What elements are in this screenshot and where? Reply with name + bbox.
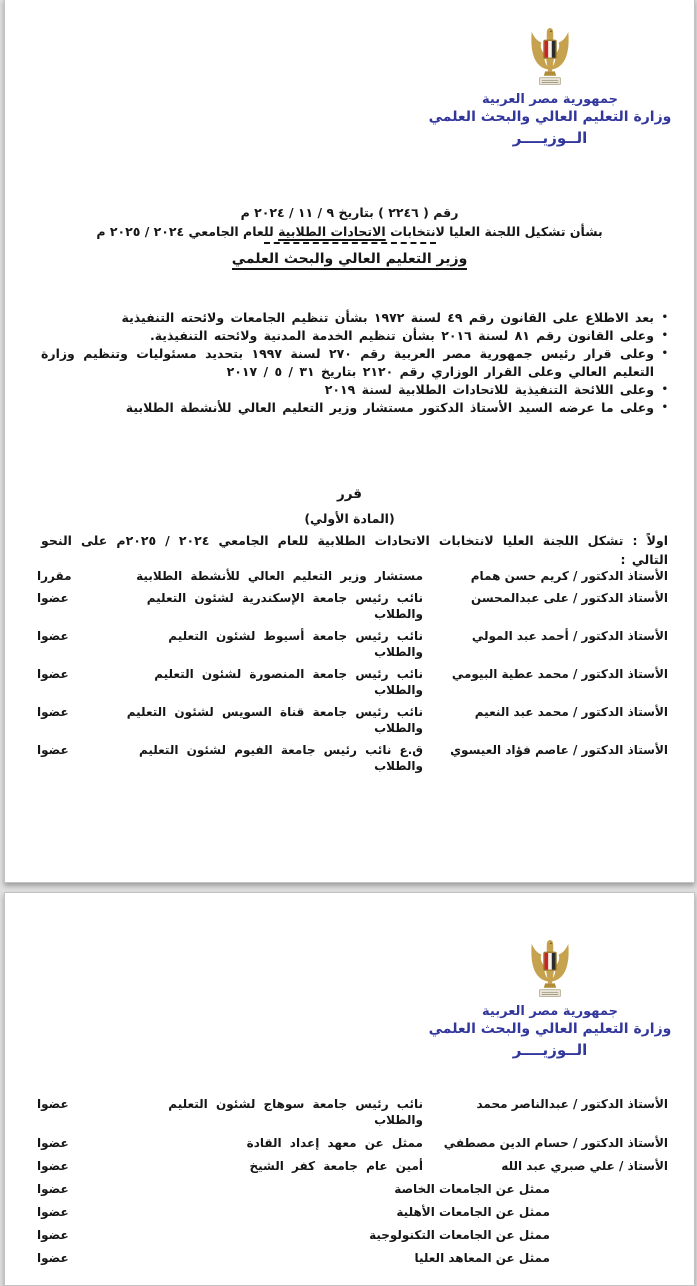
ministry-letterhead xyxy=(422,937,678,1059)
preamble-text: وعلى قرار رئيس جمهورية مصر العربية رقم ٢٧٠ لسنة ١٩٩٧ بتحديد مسئوليات وتنظيم وزارة التعليم العالي وعلى القرار الوزاري رقم ٢١٢٠ بتاريخ ٣١ / ٥ / ٢٠١٧ xyxy=(41,346,654,379)
minister-heading: وزير التعليم العالي والبحث العلمي xyxy=(232,251,468,270)
member-role: عضوا xyxy=(37,629,69,643)
member-name: الأستاذ الدكتور / عبدالناصر محمد xyxy=(476,1097,668,1111)
member-position: أمين عام جامعة كفر الشيخ xyxy=(249,1159,423,1173)
member-position: مستشار وزير التعليم العالي للأنشطة الطلابية xyxy=(136,569,423,583)
member-role: عضوا xyxy=(37,743,69,757)
decree-page-1 xyxy=(4,0,695,883)
member-row xyxy=(37,568,668,584)
preamble-text: وعلى القانون رقم ٨١ لسنة ٢٠١٦ بشأن تنظيم الخدمة المدنية ولائحته التنفيذية. xyxy=(149,328,654,343)
subject-pre: بشأن تشكيل اللجنة العليا لانتخابات xyxy=(385,224,603,239)
member-name: الأستاذ الدكتور / على عبدالمحسن xyxy=(471,591,668,605)
member-position: ممثل عن الجامعات الخاصة xyxy=(394,1182,550,1196)
member-row xyxy=(37,1227,668,1243)
decree-subject-line xyxy=(5,224,694,239)
member-row xyxy=(37,704,668,736)
committee-members-page1 xyxy=(37,568,668,780)
member-position: نائب رئيس جامعة الإسكندرية لشئون التعليم والطلاب xyxy=(146,591,423,621)
bullet-icon: • xyxy=(661,330,668,341)
member-position: ممثل عن الجامعات الأهلية xyxy=(396,1205,550,1219)
member-role: عضوا xyxy=(37,591,69,605)
member-role: عضوا xyxy=(37,1251,69,1265)
first-clause: اولاً : تشكل اللجنة العليا لانتخابات الاتحادات الطلابية للعام الجامعي ٢٠٢٤ / ٢٠٢٥م على النحو التالي : xyxy=(41,533,668,567)
member-row xyxy=(37,742,668,774)
member-position: نائب رئيس جامعة قناة السويس لشئون التعليم والطلاب xyxy=(126,705,423,735)
dashed-separator xyxy=(264,242,436,244)
ministry-name: وزارة التعليم العالي والبحث العلمي xyxy=(428,109,672,125)
ministry-name: وزارة التعليم العالي والبحث العلمي xyxy=(428,1021,672,1037)
preamble-item xyxy=(41,327,668,345)
egypt-eagle-emblem xyxy=(523,937,577,999)
member-position: نائب رئيس جامعة أسيوط لشئون التعليم والطلاب xyxy=(168,629,423,659)
bullet-icon: • xyxy=(661,348,668,359)
member-row xyxy=(37,1096,668,1128)
member-role: مقررا xyxy=(37,569,72,583)
article-one-title: (المادة الأولي) xyxy=(304,511,395,526)
member-row xyxy=(37,1204,668,1220)
member-position: ممثل عن الجامعات التكنولوجية xyxy=(369,1228,550,1242)
minister-title: الــوزيــــر xyxy=(512,129,588,147)
decree-page-2 xyxy=(4,892,695,1286)
bullet-icon: • xyxy=(661,402,668,413)
subject-underlined: الاتحادات الطلابية xyxy=(278,224,386,239)
member-position: نائب رئيس جامعة المنصورة لشئون التعليم والطلاب xyxy=(154,667,423,697)
subject-post: للعام الجامعي ٢٠٢٤ / ٢٠٢٥ م xyxy=(96,224,279,239)
member-role: عضوا xyxy=(37,1097,69,1111)
member-position: ممثل عن المعاهد العليا xyxy=(414,1251,550,1265)
member-role: عضوا xyxy=(37,705,69,719)
bullet-icon: • xyxy=(661,312,668,323)
preamble-item xyxy=(41,381,668,399)
member-role: عضوا xyxy=(37,1228,69,1242)
member-name: الأستاذ الدكتور / حسام الدين مصطفي xyxy=(443,1136,668,1150)
member-name: الأستاذ / علي صبري عبد الله xyxy=(501,1159,668,1173)
preamble-list xyxy=(41,309,668,417)
member-position: نائب رئيس جامعة سوهاج لشئون التعليم والطلاب xyxy=(168,1097,423,1127)
decree-number-line: رقم ( ٢٢٤٦ ) بتاريخ ٩ / ١١ / ٢٠٢٤ م xyxy=(240,205,459,220)
preamble-item xyxy=(41,309,668,327)
committee-members-page2 xyxy=(37,1096,668,1273)
member-row xyxy=(37,666,668,698)
member-position: ق.ع نائب رئيس جامعة الفيوم لشئون التعليم والطلاب xyxy=(138,743,423,773)
preamble-item xyxy=(41,399,668,417)
egypt-eagle-emblem xyxy=(523,25,577,87)
member-row xyxy=(37,628,668,660)
member-role: عضوا xyxy=(37,1136,69,1150)
preamble-text: وعلى اللائحة التنفيذية للاتحادات الطلابية لسنة ٢٠١٩ xyxy=(324,382,654,397)
republic-name: جمهورية مصر العربية xyxy=(482,92,618,107)
bullet-icon: • xyxy=(661,384,668,395)
decree-heading-block xyxy=(5,205,694,270)
member-role: عضوا xyxy=(37,1205,69,1219)
member-row xyxy=(37,1250,668,1266)
member-name: الأستاذ الدكتور / عاصم فؤاد العيسوي xyxy=(450,743,668,757)
preamble-text: وعلى ما عرضه السيد الأستاذ الدكتور مستشار وزير التعليم العالي للأنشطة الطلابية xyxy=(125,400,654,415)
member-name: الأستاذ الدكتور / محمد عطية البيومي xyxy=(451,667,668,681)
decision-word: قرر xyxy=(336,486,362,502)
member-name: الأستاذ الدكتور / محمد عبد النعيم xyxy=(474,705,668,719)
member-row xyxy=(37,1158,668,1174)
member-row xyxy=(37,590,668,622)
member-role: عضوا xyxy=(37,1182,69,1196)
preamble-item xyxy=(41,345,668,381)
member-row xyxy=(37,1135,668,1151)
ministry-letterhead xyxy=(422,25,678,147)
member-position: ممثل عن معهد إعداد القادة xyxy=(246,1136,423,1150)
member-row xyxy=(37,1181,668,1197)
republic-name: جمهورية مصر العربية xyxy=(482,1004,618,1019)
preamble-text: بعد الاطلاع على القانون رقم ٤٩ لسنة ١٩٧٢ بشأن تنظيم الجامعات ولائحته التنفيذية xyxy=(121,310,654,325)
member-name: الأستاذ الدكتور / أحمد عبد المولي xyxy=(471,629,668,643)
member-role: عضوا xyxy=(37,667,69,681)
minister-title: الــوزيــــر xyxy=(512,1041,588,1059)
member-role: عضوا xyxy=(37,1159,69,1173)
member-name: الأستاذ الدكتور / كريم حسن همام xyxy=(470,569,668,583)
